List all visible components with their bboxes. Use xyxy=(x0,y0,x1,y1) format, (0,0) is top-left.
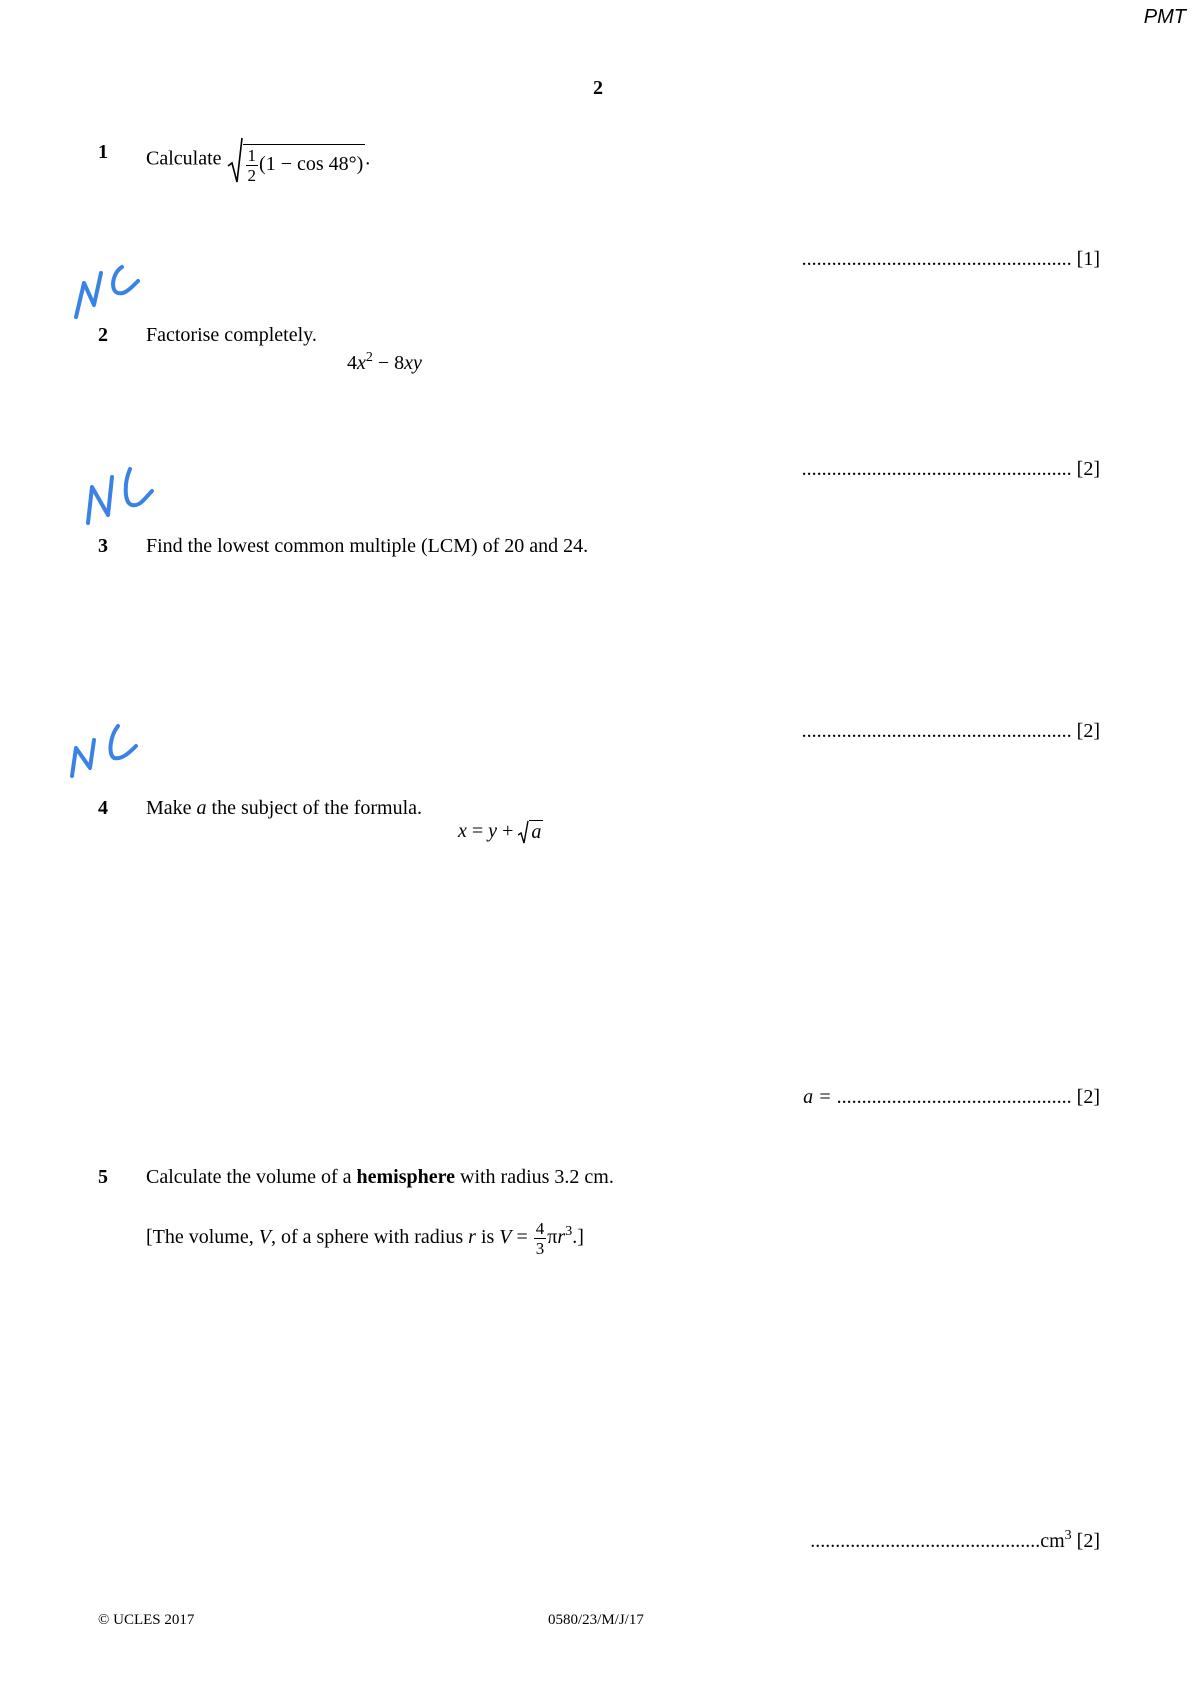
question-3-marks: [2] xyxy=(1076,720,1100,742)
handwritten-nc-mark xyxy=(80,463,155,528)
minus-term: − 8 xyxy=(372,352,405,374)
question-3-text: Find the lowest common multiple (LCM) of 20 and 24. xyxy=(146,535,589,557)
question-5-text-post: with radius 3.2 cm. xyxy=(455,1166,614,1188)
radical-sign-icon xyxy=(227,136,243,184)
hint-exponent: 3 xyxy=(565,1224,573,1240)
hint-pre: [The volume, xyxy=(146,1226,259,1249)
question-5-bold-term: hemisphere xyxy=(356,1166,455,1188)
question-4-variable: a xyxy=(196,797,207,819)
variable-x: x xyxy=(357,352,366,374)
radicand: a xyxy=(531,821,542,844)
hint-var-v2: V xyxy=(499,1226,512,1249)
hint-fraction xyxy=(534,1220,547,1257)
answer-dots: .............................................. xyxy=(810,1530,1041,1552)
answer-unit: cm xyxy=(1040,1530,1065,1552)
question-4-sqrt xyxy=(518,820,543,844)
question-4-answer-line[interactable] xyxy=(700,1086,1100,1109)
question-1-expression: (1 − cos 48°) xyxy=(259,153,364,176)
answer-dots: ...................................................... xyxy=(801,458,1072,480)
fraction-numerator: 4 xyxy=(535,1219,545,1238)
exponent: 2 xyxy=(365,350,373,365)
handwritten-nc-mark xyxy=(70,255,145,320)
question-2-answer-line[interactable] xyxy=(700,458,1100,481)
hint-mid: , of a sphere with radius xyxy=(270,1226,469,1249)
variable-xy: xy xyxy=(404,352,422,374)
question-1-text xyxy=(146,136,370,184)
question-4-text xyxy=(146,797,422,820)
question-1-label: Calculate xyxy=(146,147,222,170)
page-number: 2 xyxy=(593,77,603,99)
answer-label: a = xyxy=(803,1086,832,1108)
radical-sign-icon xyxy=(518,820,529,844)
question-4-number: 4 xyxy=(98,797,108,819)
footer-code: 0580/23/M/J/17 xyxy=(548,1612,644,1628)
hint-equals: = xyxy=(511,1226,533,1249)
hint-var-r: r xyxy=(468,1226,476,1249)
question-3-number: 3 xyxy=(98,535,108,557)
question-5-marks: [2] xyxy=(1076,1530,1100,1552)
handwritten-nc-mark xyxy=(66,718,141,783)
formula-y: y xyxy=(488,820,498,842)
plus-sign: + xyxy=(497,820,519,842)
hint-var-r2: r xyxy=(557,1226,566,1249)
question-4-formula xyxy=(458,820,543,844)
question-1-sqrt xyxy=(227,136,366,184)
question-5-text xyxy=(146,1166,614,1189)
hint-pi: π xyxy=(547,1226,558,1249)
footer-copyright: © UCLES 2017 xyxy=(98,1612,195,1628)
fraction-numerator: 1 xyxy=(247,146,257,165)
answer-dots: ............................................... xyxy=(836,1086,1072,1108)
question-5-hint xyxy=(146,1220,584,1257)
question-1-tail: . xyxy=(365,147,371,170)
hint-end: .] xyxy=(572,1226,584,1249)
question-5-text-pre: Calculate the volume of a xyxy=(146,1166,357,1188)
fraction-denominator: 2 xyxy=(247,166,257,185)
hint-is: is xyxy=(475,1226,500,1249)
question-1-number: 1 xyxy=(98,141,108,163)
formula-lhs: x xyxy=(458,820,467,842)
question-5-answer-line[interactable] xyxy=(700,1530,1100,1553)
answer-dots: ...................................................... xyxy=(801,248,1072,270)
fraction-denominator: 3 xyxy=(535,1239,545,1258)
answer-dots: ...................................................... xyxy=(801,720,1072,742)
question-1-answer-line[interactable] xyxy=(700,248,1100,271)
coefficient: 4 xyxy=(347,352,357,374)
question-4-text-pre: Make xyxy=(146,797,197,819)
hint-var-v: V xyxy=(258,1226,271,1249)
answer-unit-exponent: 3 xyxy=(1064,1528,1072,1543)
question-1-fraction xyxy=(246,147,259,184)
question-2-number: 2 xyxy=(98,324,108,346)
equals-sign: = xyxy=(466,820,489,842)
question-4-text-post: the subject of the formula. xyxy=(206,797,423,819)
question-2-formula xyxy=(347,352,422,375)
question-3-answer-line[interactable] xyxy=(700,720,1100,743)
header-tag: PMT xyxy=(1143,6,1186,28)
question-2-marks: [2] xyxy=(1076,458,1100,480)
question-1-marks: [1] xyxy=(1076,248,1100,270)
question-4-marks: [2] xyxy=(1076,1086,1100,1108)
question-5-number: 5 xyxy=(98,1166,108,1188)
question-2-text: Factorise completely. xyxy=(146,324,317,346)
